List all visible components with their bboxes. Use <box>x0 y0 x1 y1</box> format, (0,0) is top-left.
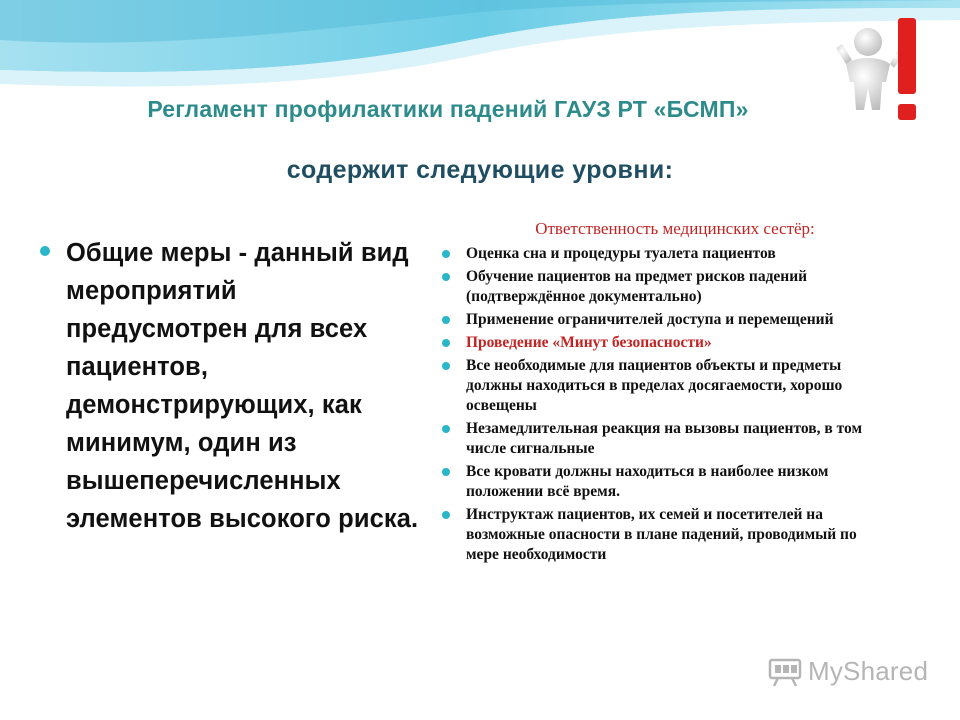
myshared-watermark <box>768 656 928 687</box>
list-item <box>438 356 888 416</box>
bullet-dot-icon <box>442 273 450 281</box>
bullet-dot-icon <box>442 362 450 370</box>
bullet-dot-icon <box>442 316 450 324</box>
list-item-text: Обучение пациентов на предмет рисков падений (подтверждённое документально) <box>466 268 808 305</box>
list-item <box>438 419 888 459</box>
list-item-highlighted <box>438 333 888 353</box>
list-item <box>438 310 888 330</box>
list-item-text: Оценка сна и процедуры туалета пациентов <box>466 245 776 262</box>
bullet-dot-icon <box>442 468 450 476</box>
presentation-board-icon <box>768 657 802 687</box>
left-column <box>40 234 420 538</box>
header-wave-decoration <box>0 0 960 90</box>
nurses-responsibility-heading: Ответственность медицинских сестёр: <box>535 219 815 238</box>
list-item-text: Незамедлительная реакция на вызовы пациентов, в том числе сигнальные <box>466 420 863 457</box>
bullet-dot-icon <box>442 511 450 519</box>
responsibility-list <box>438 244 888 568</box>
list-item <box>438 462 888 502</box>
bullet-dot-icon <box>442 339 450 347</box>
list-item <box>438 244 888 264</box>
list-item-text: Проведение «Минут безопасности» <box>466 334 712 351</box>
slide-title-line2: содержит следующие уровни: <box>286 156 674 184</box>
list-item-text: Все необходимые для пациентов объекты и предметы должны находиться в пределах досягаемости, хорошо освещены <box>466 357 843 414</box>
slide-title-line1: Регламент профилактики падений ГАУЗ РТ «БСМП» <box>147 96 749 122</box>
list-item-text: Инструктаж пациентов, их семей и посетителей на возможные опасности в плане падений, проводимый по мере необходимости <box>466 506 857 563</box>
list-item <box>438 267 888 307</box>
bullet-dot-icon <box>442 250 450 258</box>
list-item <box>438 505 888 565</box>
list-item-text: Применение ограничителей доступа и перемещений <box>466 311 834 328</box>
list-item-text: Все кровати должны находиться в наиболее низком положении всё время. <box>466 463 829 500</box>
general-measures-text: Общие меры - данный вид мероприятий предусмотрен для всех пациентов, демонстрирующих, как минимум, один из вышеперечисленных элементов высокого риска. <box>66 239 419 533</box>
bullet-dot-icon <box>442 425 450 433</box>
bullet-dot-icon <box>40 246 50 256</box>
watermark-brand-text: MyShared <box>808 656 929 686</box>
